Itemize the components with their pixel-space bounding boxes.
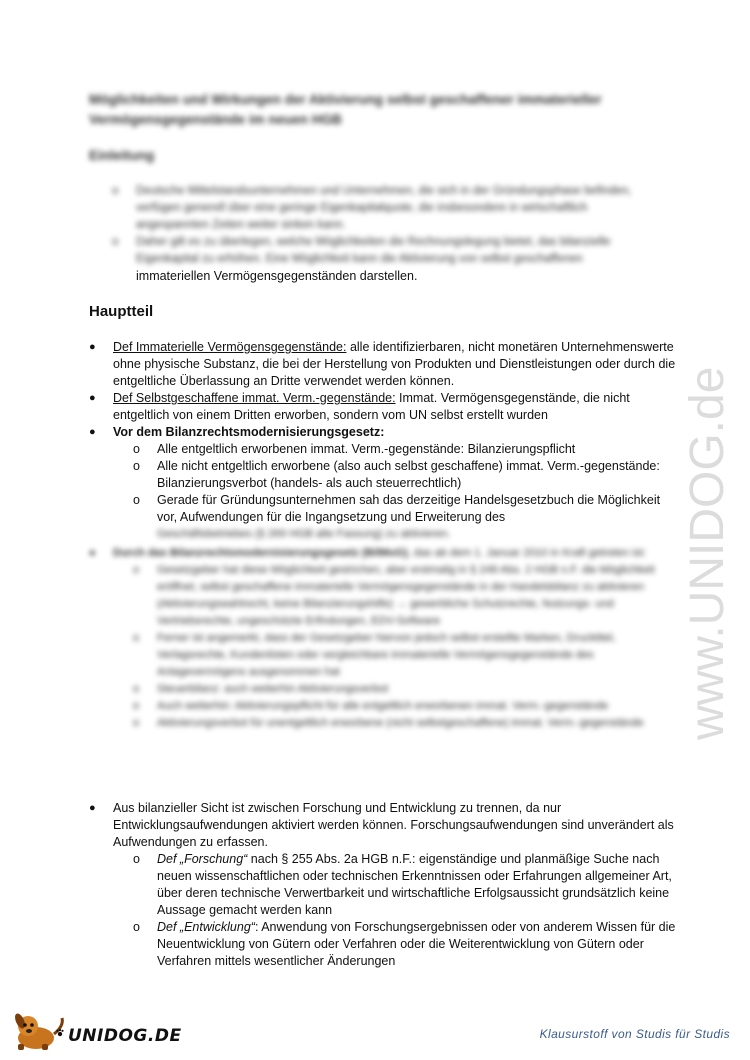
sub-list-item <box>89 681 679 698</box>
sub-list-item <box>89 919 679 970</box>
bullet-marker: ● <box>89 802 96 814</box>
sub-bullet-marker: o <box>133 632 140 644</box>
list-marker: o <box>112 185 119 197</box>
intro-item-text: Daher gilt es zu überlegen, welche Möglichkeiten die Rechnungslegung bietet, das bilanzielle Eigenkapital zu erhöhen. Eine Möglichkeit kann die Aktivierung von selbst geschaffenen <box>136 236 611 265</box>
bullet-marker: ● <box>89 547 96 559</box>
list-item <box>112 183 657 234</box>
sub-list-item <box>89 458 679 492</box>
sub-list-item <box>89 715 679 732</box>
watermark <box>677 285 739 745</box>
section-heading: Durch das Bilanzrechtsmodernisierungsgesetz (BilMoG) <box>113 547 408 559</box>
list-item <box>89 390 679 424</box>
intro-heading: Einleitung <box>89 148 155 163</box>
sub-item-text: Ferner ist angemerkt, dass der Gesetzgeber hiervon jedoch selbst erstellte Marken, Drucktitel, Verlagsrechte, Kundenlisten oder vergleichbare immaterielle Vermögensgegenstände des Anlagevermögens ausgenommen hat <box>157 632 616 678</box>
definition-term: Def „Forschung“ <box>157 852 248 866</box>
dog-mascot-icon <box>8 1012 68 1052</box>
bullet-marker: ● <box>89 341 96 353</box>
sub-bullet-marker: o <box>133 493 140 507</box>
sub-item-text: Auch weiterhin: Aktivierungspflicht für alle entgeltlich erworbenen immat. Verm.-gegenstände <box>157 700 609 712</box>
list-item <box>89 424 679 441</box>
list-item <box>112 234 657 268</box>
sub-bullet-marker: o <box>133 717 140 729</box>
section-heading-rest: , das ab dem 1. Januar 2010 in Kraft getreten ist: <box>407 547 647 559</box>
definition-term: Def „Entwicklung“ <box>157 920 255 934</box>
sub-item-text: Gesetzgeber hat diese Möglichkeit gestrichen, aber erstmalig in § 248 Abs. 2 HGB n.F. die Möglichkeit eröffnet, selbst geschaffene immaterielle Vermögensgegenstände in der Handelsbilanz zu aktivieren (Aktivierungswahlrecht, keine Bilanzierungshilfe) → gewerbliche Schutzrechte, Nutzungs- und Vertriebsrechte, ungeschützte Erfindungen, EDV-Software <box>157 564 655 627</box>
sub-bullet-marker: o <box>133 564 140 576</box>
sub-bullet-marker: o <box>133 700 140 712</box>
sub-list-item <box>89 562 679 630</box>
sub-item-text: Alle entgeltlich erworbenen immat. Verm.-gegenstände: Bilanzierungspflicht <box>157 442 576 456</box>
logo-text: UNIDOG.DE <box>68 1026 182 1046</box>
list-item <box>89 339 679 390</box>
bullet-marker: ● <box>89 426 96 438</box>
sub-item-text: Aktivierungsverbot für unentgeltlich erworbene (nicht selbstgeschaffene) immat. Verm.-gegenstände <box>157 717 644 729</box>
sub-item-text: Gerade für Gründungsunternehmen sah das derzeitige Handelsgesetzbuch die Möglichkeit vor, Aufwendungen für die Ingangsetzung und Erweiterung des <box>157 493 661 524</box>
intro-item-text: Deutsche Mittelstandsunternehmen und Unternehmen, die sich in der Gründungsphase befinden, verfügen generell über eine geringe Eigenkapitalquote, die insbesondere in wirtschaftlich angespannten Zeiten weiter sinken kann. <box>136 185 632 231</box>
footer-logo <box>8 1012 182 1052</box>
section-heading: Vor dem Bilanzrechtsmodernisierungsgesetz: <box>113 425 385 439</box>
sub-bullet-marker: o <box>133 683 140 695</box>
sub-item-text: Alle nicht entgeltlich erworbene (also auch selbst geschaffene) immat. Verm.-gegenstände: Bilanzierungsverbot (handels- als auch steuerrechtlich) <box>157 459 660 490</box>
sub-bullet-marker: o <box>133 459 140 473</box>
bilmog-list <box>89 545 679 732</box>
research-development-list <box>89 800 679 970</box>
definitions-list <box>89 339 679 543</box>
list-item <box>89 800 679 851</box>
intro-tail-text: immateriellen Vermögensgegenständen darstellen. <box>136 269 418 283</box>
document-title: Möglichkeiten und Wirkungen der Aktivierung selbst geschaffener immaterieller Vermögensgegenstände im neuen HGB <box>89 92 602 127</box>
intro-list <box>112 183 657 268</box>
sub-item-text: Steuerbilanz: auch weiterhin Aktivierungsverbot <box>157 683 389 695</box>
bullet-marker: ● <box>89 392 96 404</box>
sub-item-text-blurred: Geschäftsbetriebes (§ 269 HGB alte Fassung) zu aktivieren. <box>157 528 451 540</box>
footer-tagline: Klausurstoff von Studis für Studis <box>539 1027 730 1041</box>
sub-list-item <box>89 630 679 681</box>
sub-bullet-marker: o <box>133 442 140 456</box>
definition-term: Def Immaterielle Vermögensgegenstände: <box>113 340 347 354</box>
sub-list-item <box>89 492 679 543</box>
main-heading: Hauptteil <box>89 303 154 320</box>
list-item <box>89 545 679 562</box>
sub-list-item <box>89 441 679 458</box>
sub-bullet-marker: o <box>133 920 140 934</box>
list-marker: o <box>112 236 119 248</box>
definition-text: : Anwendung von Forschungsergebnissen oder von anderem Wissen für die Neuentwicklung von Gütern oder Verfahren oder die Weiterentwicklung von Gütern oder Verfahren mittels wesentlicher Änderungen <box>157 920 676 968</box>
sub-bullet-marker: o <box>133 852 140 866</box>
definition-text: nach § 255 Abs. 2a HGB n.F.: eigenständige und planmäßige Suche nach neuen wissenschaftlichen oder technischen Erkenntnissen oder Erfahrungen allgemeiner Art, über deren technische Verwertbarkeit und wirtschaftliche Erfolgsaussicht grundsätzlich keine Aussage gemacht werden kann <box>157 852 672 917</box>
sub-list-item <box>89 851 679 919</box>
sub-list-item <box>89 698 679 715</box>
paragraph-text: Aus bilanzieller Sicht ist zwischen Forschung und Entwicklung zu trennen, da nur Entwicklungsaufwendungen aktiviert werden können. Forschungsaufwendungen sind unverändert als Aufwendungen zu erfassen. <box>113 801 674 849</box>
watermark-text: www.UNIDOG.de <box>681 366 734 740</box>
definition-text: Immat. Vermögensgegenstände, die nicht entgeltlich von einem Dritten erworben, sondern vom UN selbst erstellt wurden <box>113 391 630 422</box>
definition-text: alle identifizierbaren, nicht monetären Unternehmenswerte ohne physische Substanz, die bei der Herstellung von Produkten und Dienstleistungen oder durch die entgeltliche Überlassung an Dritte verwendet werden können. <box>113 340 676 388</box>
definition-term: Def Selbstgeschaffene immat. Verm.-gegenstände: <box>113 391 396 405</box>
